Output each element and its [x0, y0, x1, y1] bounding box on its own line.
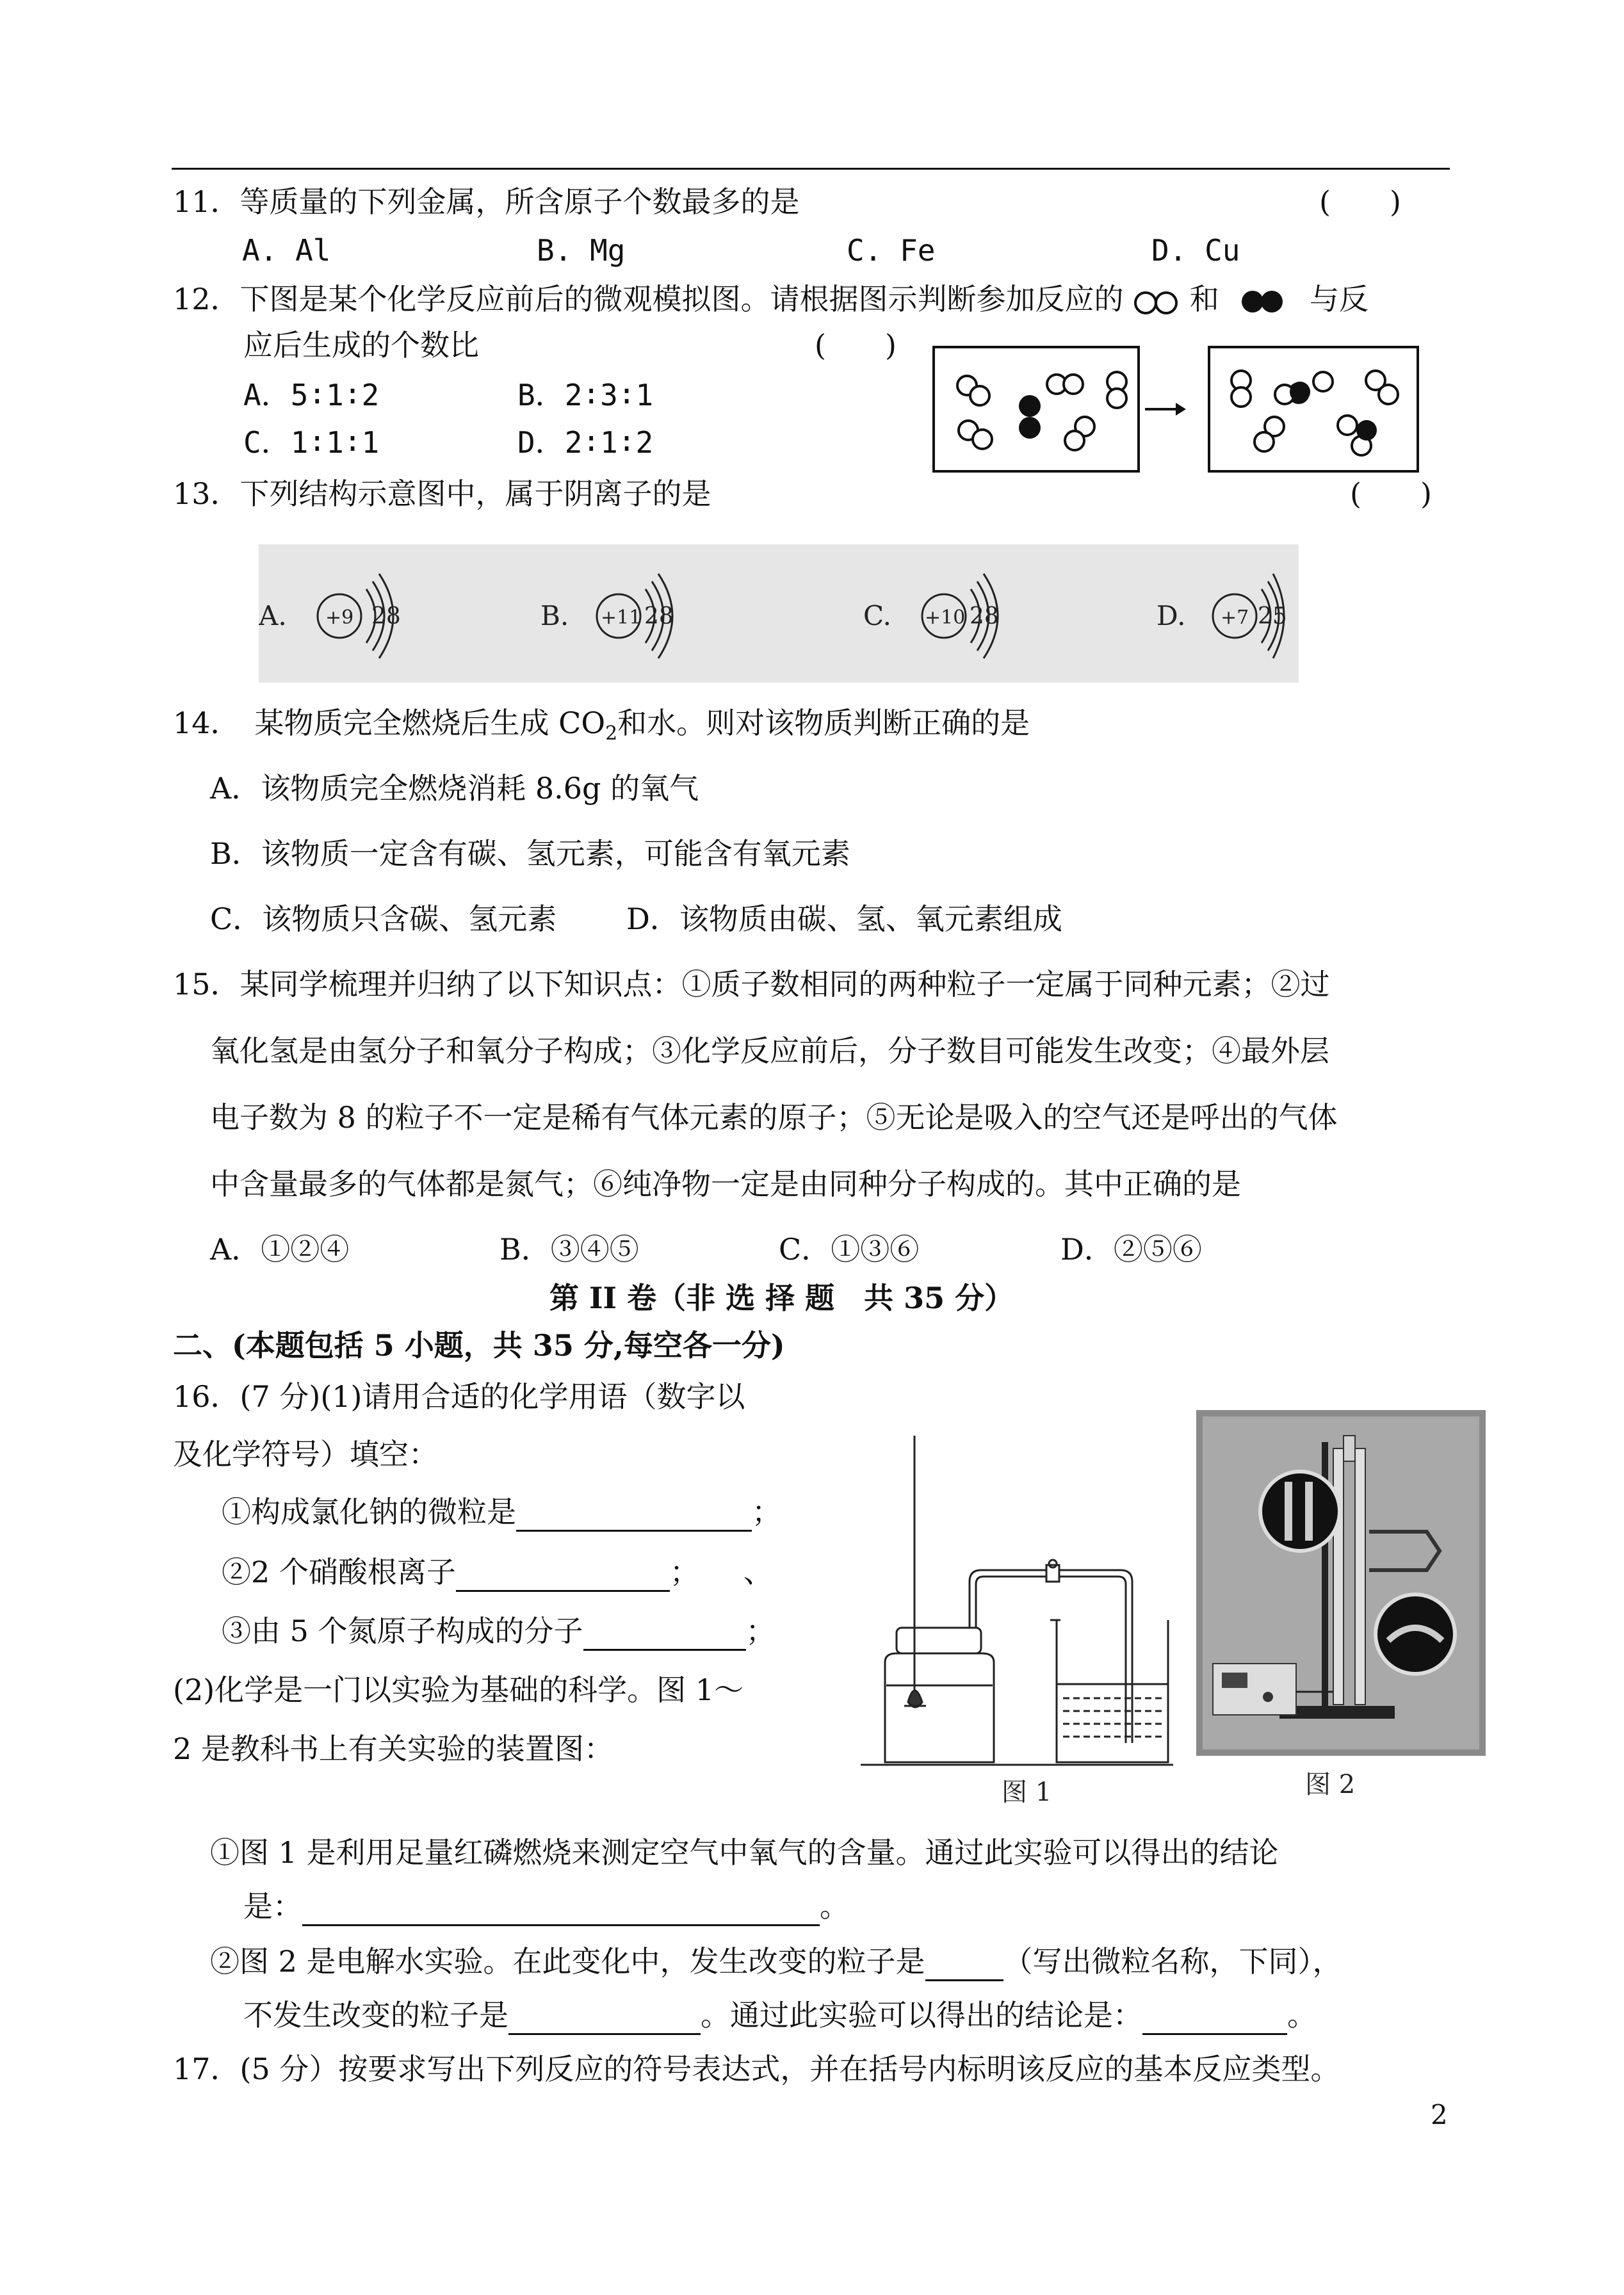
before-reaction-molecules-illustration: [935, 348, 1137, 470]
diagram-a-shells: 28: [371, 603, 401, 629]
q15-line3: 电子数为 8 的粒子不一定是稀有气体元素的原子；⑤无论是吸入的空气还是呼出的气体: [210, 1100, 1338, 1135]
water-electrolysis-apparatus-illustration: [1196, 1410, 1486, 1807]
q12-stem-tail: 与反: [1310, 282, 1369, 316]
q16-item2-text: ②2 个硝酸根离子: [222, 1555, 456, 1589]
q12-stem-line2: 应后生成的个数比: [243, 328, 479, 362]
q16-sub1-line1: ①图 1 是利用足量红磷燃烧来测定空气中氧气的含量。通过此实验可以得出的结论: [210, 1835, 1279, 1870]
page-number: 2: [1431, 2099, 1448, 2130]
q11-stem: 11．等质量的下列金属，所含原子个数最多的是: [173, 184, 800, 219]
q16-sub2-text-c: 不发生改变的粒子是: [243, 1998, 508, 2032]
after-reaction-molecules-illustration: [1210, 348, 1417, 470]
q16-sub2-blank-2[interactable]: [508, 2002, 701, 2035]
q16-item3-text: ③由 5 个氮原子构成的分子: [222, 1614, 583, 1648]
q14-stem: [173, 703, 1030, 754]
q12-before-reaction-box: [932, 346, 1140, 473]
q16-sub1-line2: [243, 1886, 849, 1926]
q14-option-b: B．该物质一定含有碳、氢元素，可能含有氧元素: [210, 836, 850, 871]
q16-sub2-text-a: ②图 2 是电解水实验。在此变化中，发生改变的粒子是: [210, 1944, 925, 1979]
q16-sub2-text-e: 。: [1287, 1998, 1317, 2032]
q16-item3-end: ；: [745, 1614, 775, 1648]
q15-option-b: B．③④⑤: [499, 1232, 639, 1267]
q16-item1-blank[interactable]: [516, 1499, 752, 1532]
q15-line1: 15．某同学梳理并归纳了以下知识点：①质子数相同的两种粒子一定属于同种元素；②过: [173, 967, 1330, 1002]
q16-item1: [222, 1492, 781, 1532]
q14-option-c: C．该物质只含碳、氢元素: [210, 902, 557, 936]
q16-item3-blank[interactable]: [583, 1618, 746, 1651]
diagram-d-shells: 25: [1258, 603, 1287, 629]
q12-option-c: C．1∶1∶1: [243, 425, 380, 460]
q11-option-d: D. Cu: [1151, 233, 1240, 268]
red-phosphorus-apparatus-illustration: [861, 1416, 1173, 1813]
q16-line2: 及化学符号）填空：: [173, 1437, 438, 1472]
two-white-atoms-molecule-icon: [1133, 288, 1180, 316]
q16-item2-blank[interactable]: [456, 1559, 670, 1592]
q14-stem-sub: 2: [605, 722, 618, 745]
q12-option-a: A．5∶1∶2: [243, 378, 380, 412]
q16-item2: [222, 1552, 773, 1592]
atomic-structure-diagrams: [259, 544, 1299, 683]
diagram-a-nucleus: +9: [325, 606, 354, 629]
figure-1-apparatus: [861, 1416, 1173, 1813]
q15-option-d: D．②⑤⑥: [1060, 1232, 1202, 1267]
q16-sub2-blank-3[interactable]: [1142, 2002, 1287, 2035]
q12-and-text: 和: [1189, 282, 1219, 316]
q16-sub1-blank[interactable]: [302, 1894, 820, 1926]
q13-stem: 13．下列结构示意图中，属于阴离子的是: [173, 476, 711, 511]
q12-stem-line1: [173, 279, 1368, 319]
q15-line4: 中含量最多的气体都是氮气；⑥纯净物一定是由同种分子构成的。其中正确的是: [210, 1167, 1241, 1201]
diagram-d-label: D.: [1157, 600, 1186, 631]
q16-sub2-text-d: 。通过此实验可以得出的结论是：: [701, 1998, 1142, 2032]
q12-option-d: D．2∶1∶2: [517, 425, 654, 460]
figure-2-electrolysis: [1196, 1410, 1486, 1807]
q15-line2: 氧化氢是由氢分子和氧分子构成；③化学反应前后，分子数目可能发生改变；④最外层: [210, 1034, 1329, 1068]
q11-bracket: ( ): [1319, 184, 1401, 219]
diagram-b-label: B.: [540, 600, 569, 631]
q16-sub2-line2: [243, 1995, 1317, 2035]
diagram-c-label: C.: [863, 600, 891, 631]
q14-option-a: A．该物质完全燃烧消耗 8.6g 的氧气: [210, 771, 699, 806]
diagram-c-nucleus: +10: [925, 606, 966, 629]
diagram-d-nucleus: +7: [1221, 606, 1249, 629]
q13-structure-diagram-panel: [259, 544, 1299, 683]
q16-sub1-end: 。: [820, 1889, 849, 1924]
q12-after-reaction-box: [1208, 346, 1419, 473]
q14-stem-b: 和水。则对该物质判断正确的是: [617, 706, 1030, 740]
q11-option-b: B. Mg: [537, 233, 626, 268]
figure-2-label: 图 2: [1305, 1770, 1356, 1799]
q16-sub2-text-b: （写出微粒名称，下同），: [1003, 1944, 1342, 1979]
q15-option-a: A．①②④: [210, 1232, 350, 1267]
q11-option-a: A. Al: [242, 233, 331, 268]
q16-item1-text: ①构成氯化钠的微粒是: [222, 1495, 516, 1529]
q16-item3: [222, 1611, 775, 1651]
q15-option-c: C．①③⑥: [779, 1232, 920, 1267]
diagram-b-shells: 28: [644, 603, 674, 629]
two-black-atoms-molecule-icon: [1237, 288, 1291, 316]
q14-option-d: D．该物质由碳、氢、氧元素组成: [626, 902, 1062, 936]
q16-sub2-blank-1[interactable]: [925, 1949, 1003, 1981]
diagram-c-shells: 28: [970, 603, 999, 629]
q16-item2-end: ； 、: [669, 1555, 773, 1589]
diagram-b-nucleus: +11: [601, 606, 642, 629]
q16-item1-end: ；: [752, 1495, 781, 1529]
figure-1-label: 图 1: [1002, 1778, 1052, 1807]
section-2-subtitle: 二、(本题包括 5 小题，共 35 分,每空各一分): [173, 1328, 785, 1363]
q17-stem: 17．(5 分）按要求写出下列反应的符号表达式，并在括号内标明该反应的基本反应类型。: [173, 2052, 1340, 2086]
q16-sub1-text: 是：: [243, 1889, 302, 1924]
q16-part2-line2: 2 是教科书上有关实验的装置图：: [173, 1731, 613, 1766]
q12-bracket: ( ): [815, 328, 897, 362]
section-2-title: 第 II 卷（非 选 择 题 共 35 分）: [549, 1281, 1014, 1315]
q11-option-c: C. Fe: [847, 233, 936, 268]
q16-part2-line1: (2)化学是一门以实验为基础的科学。图 1～: [173, 1673, 744, 1707]
q14-stem-a: 14． 某物质完全燃烧后生成 CO: [173, 706, 606, 740]
q16-line1: 16．(7 分)(1)请用合适的化学用语（数字以: [173, 1379, 745, 1414]
header-rule: [172, 168, 1450, 170]
q16-sub2-line1: [210, 1942, 1342, 1981]
q12-option-b: B．2∶3∶1: [517, 378, 654, 412]
reaction-arrow-icon: [1144, 400, 1186, 419]
diagram-a-label: A.: [259, 600, 287, 631]
q13-bracket: ( ): [1350, 476, 1432, 511]
q12-stem-text: 12．下图是某个化学反应前后的微观模拟图。请根据图示判断参加反应的: [173, 282, 1124, 316]
